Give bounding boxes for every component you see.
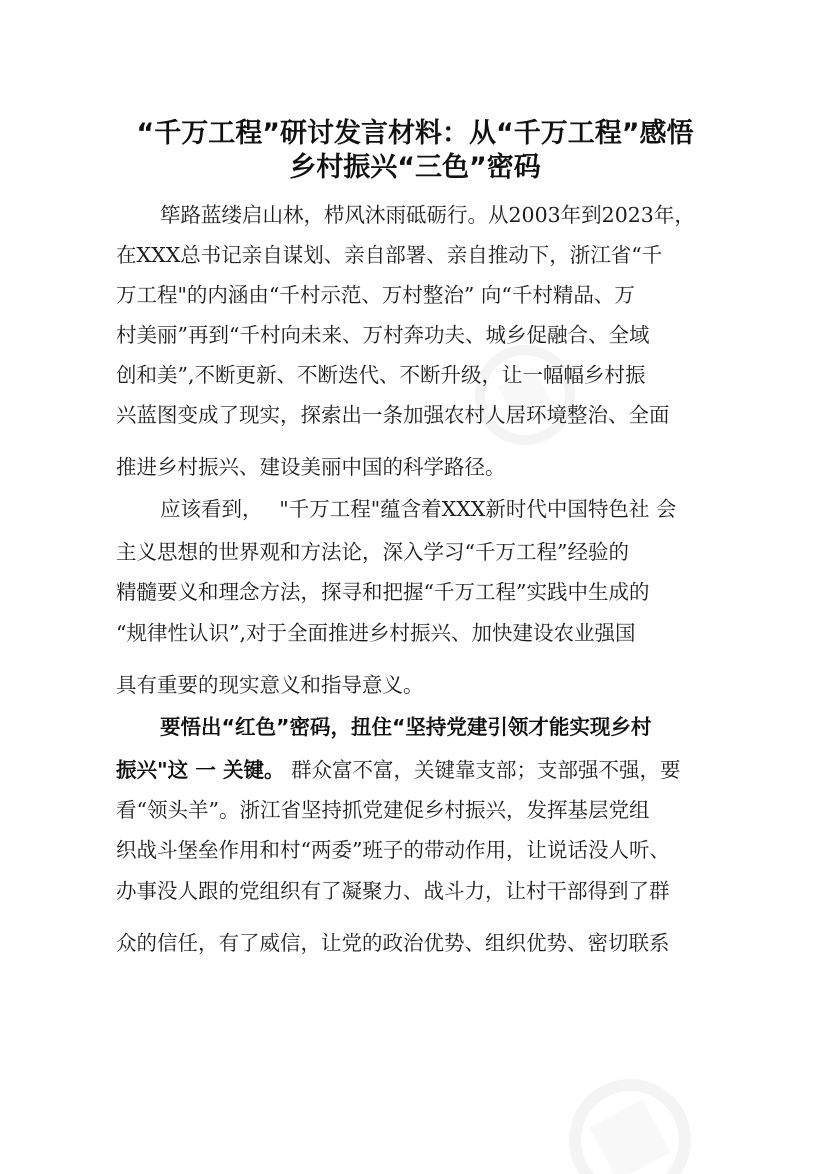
- paragraph-line: 织战斗堡垒作用和村“两委”班子的带动作用，让说话没人听、: [116, 838, 670, 862]
- paragraph-line: 应该看到， "千万工程"蕴含着XXX新时代中国特色社 会: [160, 497, 677, 521]
- paragraph-line: 众的信任，有了威信，让党的政治优势、组织优势、密切联系: [116, 931, 670, 955]
- paragraph-line: 精髓要义和理念方法，探寻和把握“千万工程”实践中生成的: [116, 580, 650, 604]
- paragraph-line: 推进乡村振兴、建设美丽中国的科学路径。: [116, 455, 506, 479]
- paragraph-line-rest: 群众富不富，关键靠支部；支部强不强，要: [284, 758, 681, 782]
- paragraph-line: 主义思想的世界观和方法论，深入学习“千万工程”经验的: [116, 540, 629, 564]
- paragraph-heading-end: 振兴"这 一 关键。: [116, 758, 285, 782]
- paragraph-line: 村美丽”再到“千村向未来、万村奔功夫、城乡促融合、全域: [116, 323, 650, 347]
- paragraph-line: 办事没人跟的党组织有了凝聚力、战斗力，让村干部得到了群: [116, 879, 670, 903]
- document-title-line2: 乡村振兴“三色”密码: [289, 152, 541, 183]
- document-title-line1: “千万工程”研讨发言材料：从“千万工程”感悟: [136, 118, 694, 149]
- paragraph-line: 筚路蓝缕启山林，栉风沐雨砥砺行。从2003年到2023年，: [160, 203, 695, 227]
- paragraph-line: 具有重要的现实意义和指导意义。: [116, 673, 424, 697]
- paragraph-line: 创和美”,不断更新、不断迭代、不断升级，让一幅幅乡村振: [116, 363, 646, 387]
- paragraph-line: “规律性认识”,对于全面推进乡村振兴、加快建设农业强国: [116, 621, 636, 645]
- paragraph-heading: 要悟出“红色”密码，扭住“坚持党建引领才能实现乡村: [160, 715, 652, 739]
- watermark-mark: [540, 1060, 720, 1174]
- paragraph-line: 看“领头羊”。浙江省坚持抓党建促乡村振兴，发挥基层党组: [116, 798, 650, 822]
- paragraph-line: 万工程"的内涵由“千村示范、万村整治” 向“千村精品、万: [116, 283, 635, 307]
- paragraph-line: [116, 755, 726, 785]
- paragraph-line: 兴蓝图变成了现实，探索出一条加强农村人居环境整治、全面: [116, 403, 670, 427]
- watermark-mark: [470, 340, 580, 450]
- paragraph-line: 在XXX总书记亲自谋划、亲自部署、亲自推动下，浙江省“千: [116, 243, 663, 267]
